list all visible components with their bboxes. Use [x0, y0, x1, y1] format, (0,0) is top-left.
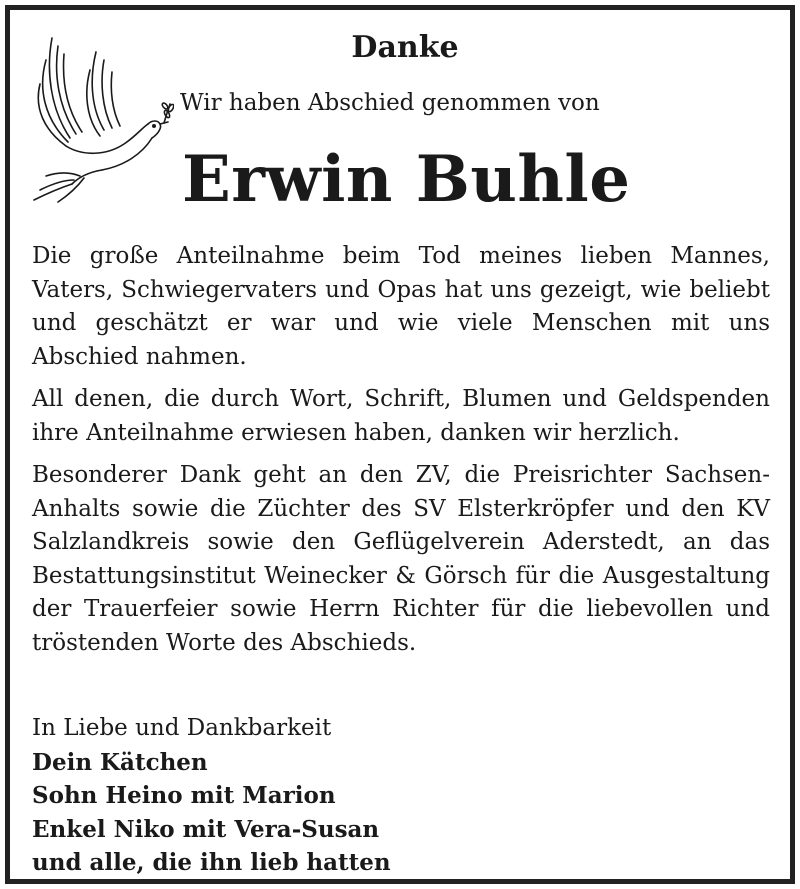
intro-line: Wir haben Abschied genommen von: [180, 90, 600, 116]
notice-heading: Danke: [351, 30, 459, 65]
deceased-name: Erwin Buhle: [182, 142, 631, 217]
paragraph: Die große Anteilnahme beim Tod meines lieben Mannes, Vaters, Schwiegervaters und Opas hat uns gezeigt, wie beliebt und geschätzt er war und wie viele Menschen mit uns Abschied nahmen.: [32, 243, 770, 370]
signature-line: Dein Kätchen: [32, 748, 208, 776]
paragraph: Besonderer Dank geht an den ZV, die Preisrichter Sachsen-Anhalts sowie die Züchter des SV Elsterkröpfer und den KV Salzlandkreis sowie den Geflügelverein Aderstedt, an das Bestattungsinstitut Weinecker & Görsch für die Ausgestaltung der Trauerfeier sowie Herrn Richter für die liebevollen und tröstenden Worte des Abschieds.: [32, 462, 770, 656]
closing-block: [32, 712, 391, 880]
paragraph: All denen, die durch Wort, Schrift, Blumen und Geldspenden ihre Anteilnahme erwiesen haben, danken wir herzlich.: [32, 386, 770, 446]
signature-line: Sohn Heino mit Marion: [32, 782, 336, 809]
notice-body: [32, 240, 770, 669]
signature-line: Enkel Niko mit Vera-Susan: [32, 815, 380, 843]
signature-line: und alle, die ihn lieb hatten: [32, 849, 391, 876]
obituary-notice: [5, 5, 795, 884]
closing-line: In Liebe und Dankbarkeit: [32, 715, 332, 741]
